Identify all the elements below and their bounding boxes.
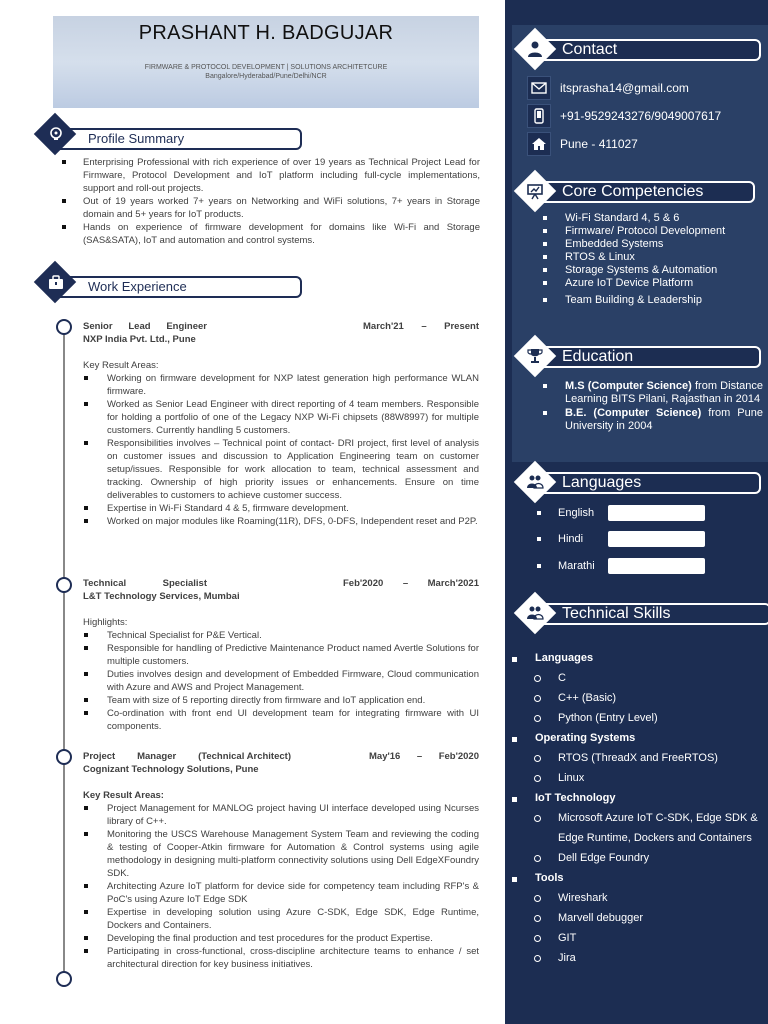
job-bullet: Expertise in Wi-Fi Standard 4 & 5, firmware development. — [83, 502, 479, 515]
briefcase-icon — [47, 273, 65, 291]
job-title-row — [83, 320, 479, 333]
section-title: Work Experience — [88, 279, 187, 294]
section-languages — [517, 464, 768, 504]
job-date-dash: – — [421, 321, 427, 332]
competency-item: Storage Systems & Automation — [541, 264, 725, 277]
job-title-part: Manager — [137, 751, 177, 762]
language-name: English — [558, 507, 595, 519]
skill-item-continuation: Edge Runtime, Dockers and Containers — [558, 832, 752, 844]
job-title-row — [83, 577, 479, 590]
job-section-heading: Key Result Areas: — [83, 360, 159, 371]
job-bullet: Responsible for handling of Predictive Maintenance Product named Avertle Solutions for multiple customers. — [83, 642, 479, 668]
language-level-bar — [608, 505, 705, 521]
education-degree: M.S (Computer Science) — [565, 380, 692, 392]
section-heading-bar — [535, 181, 755, 203]
job-bullet: Technical Specialist for P&E Vertical. — [83, 629, 479, 642]
job-bullet: Worked as Senior Lead Engineer with direct reporting of 4 team members. Responsible for holding a portfolio of one of the Legacy NXP Wi-Fi chipsets (88W8997) for multiple customers. Currently handling 5 customers. — [83, 398, 479, 437]
people-icon — [526, 473, 544, 491]
section-heading-bar — [535, 603, 768, 625]
job-date-end: Present — [444, 321, 479, 332]
section-work-experience — [38, 266, 308, 310]
education-item — [541, 380, 763, 406]
education-detail: from Pune University in 2004 — [565, 407, 763, 432]
job-title — [83, 750, 291, 763]
section-technical-skills — [517, 595, 768, 635]
job-title-part: Technical — [83, 578, 127, 589]
timeline-dot — [56, 577, 72, 593]
job-bullet: Duties involves design and development of Embedded Firmware, Cloud communication with Azure and AWS and Project Management. — [83, 668, 479, 694]
trophy-icon — [526, 347, 544, 365]
skill-item: Marvell debugger — [512, 908, 768, 928]
competency-item: Embedded Systems — [541, 238, 725, 251]
job-dates — [363, 320, 479, 333]
job-bullet: Team with size of 5 reporting directly from firmware and IoT application end. — [83, 694, 479, 707]
language-row — [537, 558, 737, 578]
job-bullet: Responsibilities involves – Technical point of contact- DRI project, first level of analysis on customer issues and discussion to Application Engineering team on customer setup/issues. Responsible for work allocation to team, technical assessment and tracking. Ownership of high priority issues or enhancements. Ensure on time deliverables to customers to achieve customer success. — [83, 437, 479, 502]
contact-address-row — [527, 132, 767, 158]
job-bullet: Participating in cross-functional, cross-discipline architecture teams to enhance / set architectural direction for key business initiatives. — [83, 945, 479, 971]
section-heading-bar — [535, 39, 761, 61]
competency-item: Firmware/ Protocol Development — [541, 225, 725, 238]
job-title-part: Engineer — [166, 321, 207, 332]
skill-item: Jira — [512, 948, 768, 968]
skill-item: GIT — [512, 928, 768, 948]
skill-item: Dell Edge Foundry — [512, 848, 768, 868]
bullet — [537, 537, 541, 541]
home-icon — [527, 132, 551, 156]
skill-item: RTOS (ThreadX and FreeRTOS) — [512, 748, 768, 768]
job-entry — [83, 320, 479, 528]
language-level-bar — [608, 531, 705, 547]
contact-email[interactable]: itsprasha14@gmail.com — [560, 81, 689, 95]
timeline-line — [63, 327, 65, 979]
section-title: Profile Summary — [88, 131, 185, 146]
language-name: Marathi — [558, 560, 595, 572]
job-bullet: Architecting Azure IoT platform for device side for competency team including RFP's & PoC's using Azure IoT Edge SDK — [83, 880, 479, 906]
envelope-icon — [527, 76, 551, 100]
job-date-start: May'16 — [369, 751, 401, 762]
skill-item: Microsoft Azure IoT C-SDK, Edge SDK & — [512, 808, 768, 828]
job-bullets — [83, 372, 479, 528]
job-section-heading: Highlights: — [83, 617, 128, 628]
bullet — [537, 564, 541, 568]
section-title: Contact — [562, 41, 618, 58]
timeline-dot — [56, 971, 72, 987]
section-title: Education — [562, 348, 634, 365]
job-title — [83, 320, 207, 333]
job-company: NXP India Pvt. Ltd., Pune — [83, 334, 196, 345]
job-dates — [343, 577, 479, 590]
skill-item: Wireshark — [512, 888, 768, 908]
skill-category: Languages — [512, 648, 768, 668]
resume-header — [53, 16, 479, 108]
language-row — [537, 505, 737, 525]
profile-summary-list — [62, 156, 480, 247]
job-date-start: Feb'2020 — [343, 578, 384, 589]
skill-item: C — [512, 668, 768, 688]
job-title — [83, 577, 207, 590]
skill-category: Tools — [512, 868, 768, 888]
technical-skills-list — [512, 648, 768, 968]
candidate-location: Bangalore/Hyderabad/Pune/Delhi/NCR — [205, 73, 327, 80]
job-title-part: Specialist — [162, 578, 207, 589]
presentation-icon — [526, 182, 544, 200]
lightbulb-head-icon — [47, 125, 65, 143]
job-bullet: Monitoring the USCS Warehouse Management System Team and reviewing the coding & testing of Cooper-Atkin firmware for Automation & Control systems using agile methodology in designing multi-platform connectivity solutions using Dell EdgeXFoundry SDK. — [83, 828, 479, 880]
job-title-part: Lead — [128, 321, 151, 332]
job-bullet: Worked on major modules like Roaming(11R), DFS, 0-DFS, Independent reset and P2P. — [83, 515, 479, 528]
job-company: Cognizant Technology Solutions, Pune — [83, 764, 259, 775]
section-core-competencies — [517, 173, 768, 213]
job-entry — [83, 577, 479, 733]
section-contact — [517, 31, 768, 71]
competency-item: Wi-Fi Standard 4, 5 & 6 — [541, 212, 725, 225]
job-date-end: Feb'2020 — [438, 751, 479, 762]
job-bullets — [83, 629, 479, 733]
education-item — [541, 407, 763, 433]
summary-item: Out of 19 years worked 7+ years on Networking and WiFi solutions, 7+ years in Storage domain and 5+ years for IoT products. — [62, 195, 480, 221]
education-degree: B.E. (Computer Science) — [565, 407, 702, 419]
education-list — [541, 380, 763, 434]
skill-item: Python (Entry Level) — [512, 708, 768, 728]
section-title: Languages — [562, 474, 642, 491]
bullet — [537, 511, 541, 515]
section-title: Technical Skills — [562, 605, 671, 622]
contact-phone[interactable]: +91-9529243276/9049007617 — [560, 109, 722, 123]
section-heading-bar — [60, 128, 302, 150]
skill-item: C++ (Basic) — [512, 688, 768, 708]
job-bullets — [83, 802, 479, 971]
job-entry — [83, 750, 479, 971]
contact-phone-row — [527, 104, 767, 130]
section-heading-bar — [60, 276, 302, 298]
skill-category: IoT Technology — [512, 788, 768, 808]
job-date-dash: – — [402, 578, 409, 589]
timeline-dot — [56, 749, 72, 765]
job-title-row — [83, 750, 479, 763]
job-bullet: Working on firmware development for NXP latest generation high performance WLAN firmware. — [83, 372, 479, 398]
candidate-name: PRASHANT H. BADGUJAR — [138, 22, 394, 44]
language-level-bar — [608, 558, 705, 574]
candidate-role: FIRMWARE & PROTOCOL DEVELOPMENT | SOLUTIONS ARCHITETCURE — [144, 64, 388, 71]
job-bullet: Expertise in developing solution using Azure C-SDK, Edge SDK, Edge Runtime, Dockers and Containers. — [83, 906, 479, 932]
education-detail: from Distance Learning BITS Pilani, Rajasthan in 2014 — [565, 380, 763, 405]
skill-category: Operating Systems — [512, 728, 768, 748]
section-heading-bar — [535, 346, 761, 368]
summary-item: Hands on experience of firmware development for domains like Wi-Fi and Storage (SAS&SATA), IoT and automation and control systems. — [62, 221, 480, 247]
competencies-list — [541, 212, 725, 307]
job-date-start: March'21 — [363, 321, 404, 332]
person-icon — [526, 40, 544, 58]
skill-item: Linux — [512, 768, 768, 788]
job-date-end: March'2021 — [427, 578, 479, 589]
job-bullet: Developing the final production and test procedures for the product Expertise. — [83, 932, 479, 945]
job-title-part: (Technical Architect) — [198, 751, 291, 762]
competency-item: Azure IoT Device Platform — [541, 277, 725, 290]
competency-item: RTOS & Linux — [541, 251, 725, 264]
job-bullet: Co-ordination with front end UI development team for integrating firmware with UI components. — [83, 707, 479, 733]
language-name: Hindi — [558, 533, 584, 545]
job-dates — [369, 750, 479, 763]
contact-address: Pune - 411027 — [560, 137, 638, 151]
job-date-dash: – — [416, 751, 423, 762]
summary-item: Enterprising Professional with rich experience of over 19 years as Technical Project Lead for Firmware, Protocol Development and IoT platform including full-cycle implementations, support and roll-out projects. — [62, 156, 480, 195]
job-company: L&T Technology Services, Mumbai — [83, 591, 240, 602]
language-row — [537, 531, 737, 551]
job-title-part: Senior — [83, 321, 113, 332]
people-icon — [526, 604, 544, 622]
section-education — [517, 338, 768, 378]
job-title-part: Project — [83, 751, 116, 762]
section-title: Core Competencies — [562, 183, 704, 200]
job-bullet: Project Management for MANLOG project having UI interface developed using Ncurses library of C++. — [83, 802, 479, 828]
section-heading-bar — [535, 472, 761, 494]
competency-item: Team Building & Leadership — [541, 294, 725, 307]
timeline-dot — [56, 319, 72, 335]
job-section-heading: Key Result Areas: — [83, 790, 164, 801]
phone-icon — [527, 104, 551, 128]
contact-email-row — [527, 76, 767, 102]
